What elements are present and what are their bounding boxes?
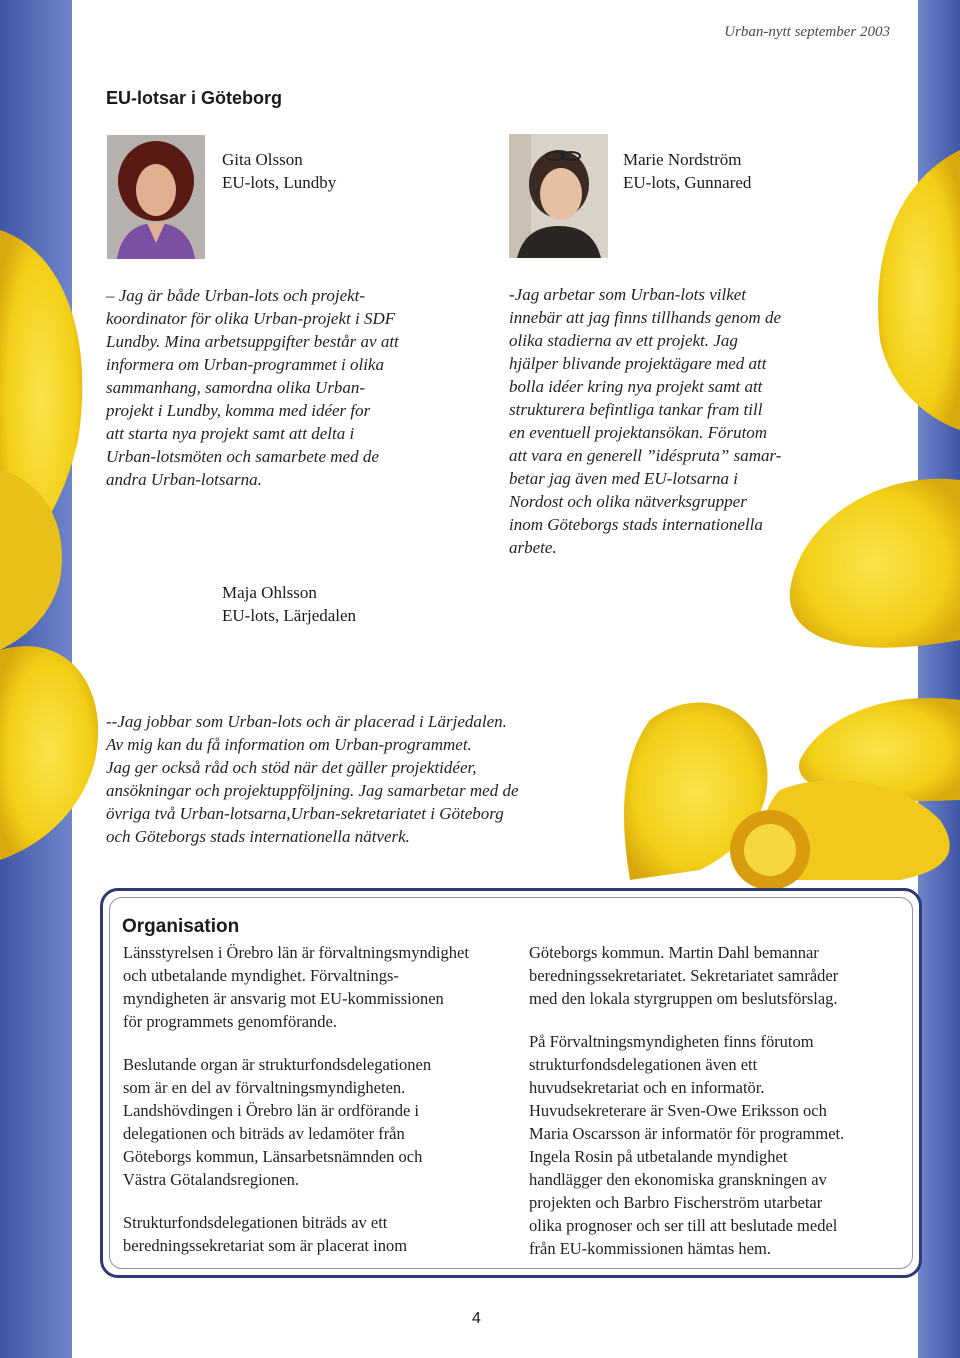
org-line: Maria Oscarsson är informatör för programmet.	[529, 1124, 845, 1143]
quote-line: Urban-lotsmöten och samarbete med de	[106, 447, 379, 466]
quote-line: en eventuell projektansökan. Förutom	[509, 423, 768, 442]
org-line: strukturfondsdelegationen även ett	[529, 1055, 758, 1074]
org-line: Västra Götalandsregionen.	[123, 1170, 299, 1189]
quote-line: att starta nya projekt samt att delta i	[106, 424, 355, 443]
quote-line: --Jag jobbar som Urban-lots och är placerad i Lärjedalen.	[106, 712, 507, 731]
name-block-marie	[623, 148, 751, 194]
quote-line: koordinator för olika Urban-projekt i SDF	[106, 309, 396, 328]
org-line: Ingela Rosin på utbetalande myndighet	[529, 1147, 788, 1166]
quote-line: olika stadierna av ett projekt. Jag	[509, 331, 738, 350]
quote-line: bolla idéer kring nya projekt samt att	[509, 377, 763, 396]
org-line: huvudsekretariat och en informatör.	[529, 1078, 765, 1097]
person-role: EU-lots, Lärjedalen	[222, 606, 357, 625]
quote-line: sammanhang, samordna olika Urban-	[106, 378, 366, 397]
org-paragraph	[123, 941, 513, 1033]
org-line: Strukturfondsdelegationen biträds av ett	[123, 1213, 388, 1232]
quote-line: informera om Urban-programmet i olika	[106, 355, 384, 374]
org-line: Huvudsekreterare är Sven-Owe Eriksson och	[529, 1101, 827, 1120]
section-title: EU-lotsar i Göteborg	[106, 88, 283, 108]
quote-line: hjälper blivande projektägare med att	[509, 354, 767, 373]
org-line: projekten och Barbro Fischerström utarbetar	[529, 1193, 823, 1212]
quote-line: – Jag är både Urban-lots och projekt-	[106, 286, 366, 305]
quote-line: Lundby. Mina arbetsuppgifter består av att	[106, 332, 399, 351]
org-line: Beslutande organ är strukturfondsdelegationen	[123, 1055, 432, 1074]
org-line: olika prognoser och ser till att beslutade medel	[529, 1216, 838, 1235]
org-paragraph	[123, 1211, 513, 1257]
name-block-maja	[222, 581, 356, 627]
org-line: med den lokala styrgruppen om beslutsförslag.	[529, 989, 838, 1008]
quote-gita	[106, 284, 526, 491]
org-line: beredningssekretariatet. Sekretariatet samråder	[529, 966, 839, 985]
quote-line: strukturera befintliga tankar fram till	[509, 400, 763, 419]
quote-line: Jag ger också råd och stöd när det gäller projektidéer,	[106, 758, 477, 777]
person-role: EU-lots, Lundby	[222, 173, 337, 192]
quote-line: betar jag även med EU-lotsarna i	[509, 469, 738, 488]
quote-line: arbete.	[509, 538, 557, 557]
quote-line: -Jag arbetar som Urban-lots vilket	[509, 285, 747, 304]
quote-line: inom Göteborgs stads internationella	[509, 515, 763, 534]
org-line: Landshövdingen i Örebro län är ordförande i	[123, 1101, 419, 1120]
organisation-title: Organisation	[122, 916, 240, 937]
quote-line: andra Urban-lotsarna.	[106, 470, 262, 489]
quote-line: innebär att jag finns tillhands genom de	[509, 308, 781, 327]
org-paragraph	[529, 941, 909, 1010]
running-header: Urban-nytt september 2003	[724, 24, 890, 40]
quote-line: och Göteborgs stads internationella nätverk.	[106, 827, 410, 846]
org-line: handlägger den ekonomiska granskningen av	[529, 1170, 827, 1189]
name-block-gita	[222, 148, 336, 194]
quote-maja	[106, 710, 626, 848]
organisation-left-column	[123, 941, 513, 1277]
org-line: från EU-kommissionen hämtas hem.	[529, 1239, 771, 1258]
page-number: 4	[472, 1310, 481, 1327]
portrait-marie-nordstrom	[509, 134, 608, 258]
person-name: Marie Nordström	[623, 150, 742, 169]
quote-line: övriga två Urban-lotsarna,Urban-sekretariatet i Göteborg	[106, 804, 504, 823]
org-line: På Förvaltningsmyndigheten finns förutom	[529, 1032, 814, 1051]
org-line: delegationen och biträds av ledamöter från	[123, 1124, 405, 1143]
org-paragraph	[529, 1030, 909, 1260]
quote-marie	[509, 283, 909, 559]
quote-line: projekt i Lundby, komma med idéer for	[106, 401, 371, 420]
org-line: för programmets genomförande.	[123, 1012, 337, 1031]
portrait-gita-olsson	[107, 135, 205, 259]
org-line: beredningssekretariat som är placerat inom	[123, 1236, 408, 1255]
org-line: Länsstyrelsen i Örebro län är förvaltningsmyndighet	[123, 943, 469, 962]
org-line: Göteborgs kommun, Länsarbetsnämnden och	[123, 1147, 423, 1166]
org-paragraph	[123, 1053, 513, 1191]
person-name: Maja Ohlsson	[222, 583, 317, 602]
person-name: Gita Olsson	[222, 150, 303, 169]
quote-line: ansökningar och projektuppföljning. Jag samarbetar med de	[106, 781, 519, 800]
quote-line: Av mig kan du få information om Urban-programmet.	[106, 735, 472, 754]
organisation-right-column	[529, 941, 909, 1280]
person-role: EU-lots, Gunnared	[623, 173, 752, 192]
org-line: myndigheten är ansvarig mot EU-kommissionen	[123, 989, 444, 1008]
org-line: som är en del av förvaltningsmyndigheten.	[123, 1078, 406, 1097]
org-line: Göteborgs kommun. Martin Dahl bemannar	[529, 943, 819, 962]
quote-line: att vara en generell ”idéspruta” samar-	[509, 446, 782, 465]
org-line: och utbetalande myndighet. Förvaltnings-	[123, 966, 399, 985]
quote-line: Nordost och olika nätverksgrupper	[509, 492, 747, 511]
